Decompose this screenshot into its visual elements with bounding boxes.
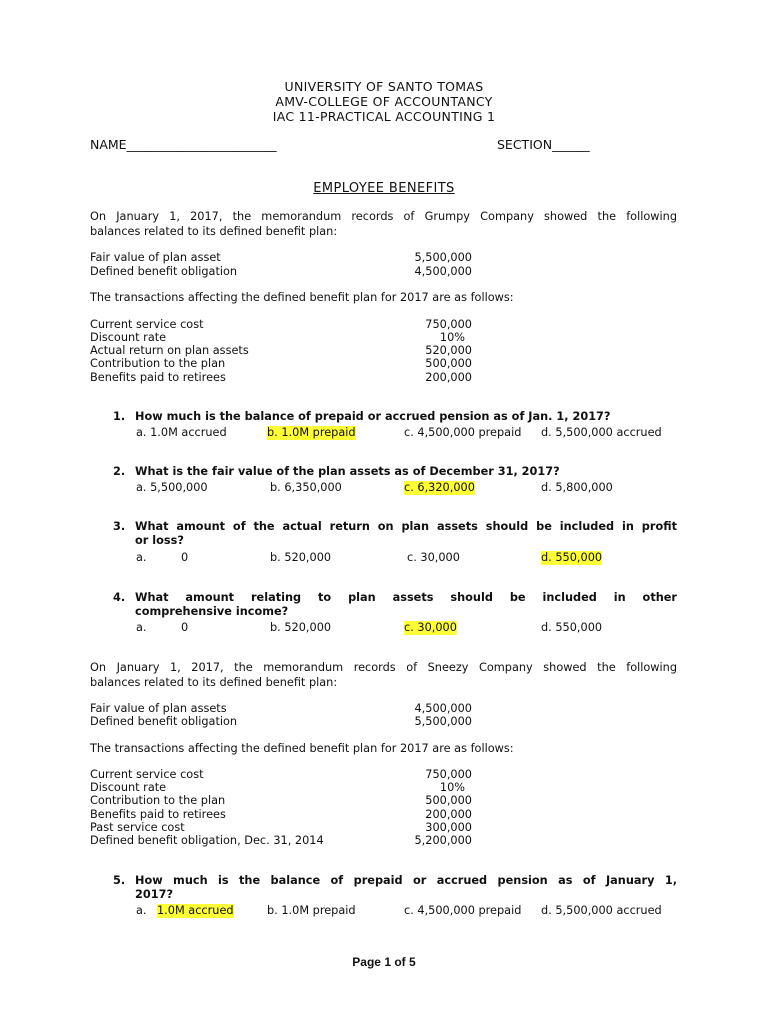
transaction-value: 500,000: [425, 357, 472, 370]
q5-option-a: 1.0M accrued: [157, 904, 234, 917]
transaction-value: 10%: [439, 331, 465, 344]
question-text-cont: 2017?: [135, 888, 173, 901]
balance-value: 4,500,000: [414, 702, 472, 715]
q1-option-d: d. 5,500,000 accrued: [541, 426, 662, 439]
case2-transaction-row: [90, 794, 490, 807]
case2-transaction-row: [90, 821, 490, 834]
university-name: UNIVERSITY OF SANTO TOMAS: [284, 79, 484, 94]
transaction-label: Contribution to the plan: [90, 794, 226, 807]
page-total: 5: [409, 955, 416, 969]
transaction-label: Defined benefit obligation, Dec. 31, 2014: [90, 834, 324, 847]
question-number: 2.: [113, 465, 126, 478]
case1-transaction-row: [90, 344, 490, 357]
transaction-label: Current service cost: [90, 768, 204, 781]
q3-option-a: a.: [136, 551, 147, 564]
q2-option-b: b. 6,350,000: [270, 481, 342, 494]
q4-option-d: d. 550,000: [541, 621, 603, 634]
q4-option-b: b. 520,000: [270, 621, 332, 634]
q2-option-a: a. 5,500,000: [136, 481, 208, 494]
q4-option-c: c. 30,000: [404, 621, 457, 634]
question-number: 5.: [113, 874, 126, 887]
question-text: How much is the balance of prepaid or accrued pension as of Jan. 1, 2017?: [135, 410, 611, 423]
q3-option-d: d. 550,000: [541, 551, 603, 564]
transaction-label: Past service cost: [90, 821, 185, 834]
case1-transaction-row: [90, 371, 490, 384]
case2-intro: [90, 660, 677, 690]
q3-option-a-value: 0: [181, 551, 189, 564]
transaction-value: 500,000: [425, 794, 472, 807]
question-text-cont: comprehensive income?: [135, 605, 289, 618]
question-text: What is the fair value of the plan assets as of December 31, 2017?: [135, 465, 560, 478]
case2-transaction-row: [90, 768, 490, 781]
q5-option-c: c. 4,500,000 prepaid: [404, 904, 522, 917]
section-field: SECTION______: [497, 137, 590, 152]
transaction-value: 300,000: [425, 821, 472, 834]
case1-intro: [90, 209, 677, 239]
transaction-label: Actual return on plan assets: [90, 344, 249, 357]
case1-transaction-row: [90, 331, 490, 344]
transaction-value: 200,000: [425, 808, 472, 821]
q2-option-d: d. 5,800,000: [541, 481, 613, 494]
question-text-block: [135, 520, 677, 548]
case1-balance-row: [90, 251, 490, 264]
case2-transactions-intro: The transactions affecting the defined benefit plan for 2017 are as follows:: [90, 742, 514, 755]
balance-value: 5,500,000: [414, 715, 472, 728]
q5-option-a-prefix: a.: [136, 904, 147, 917]
case2-intro-line2: balances related to its defined benefit plan:: [90, 676, 338, 689]
transaction-value: 5,200,000: [414, 834, 472, 847]
q5-option-d: d. 5,500,000 accrued: [541, 904, 662, 917]
transaction-label: Benefits paid to retirees: [90, 808, 226, 821]
name-field: NAME________________________: [90, 137, 277, 152]
transaction-label: Contribution to the plan: [90, 357, 226, 370]
q1-option-b: b. 1.0M prepaid: [267, 426, 356, 439]
q4-option-a-value: 0: [181, 621, 189, 634]
case1-transactions-intro: The transactions affecting the defined benefit plan for 2017 are as follows:: [90, 291, 514, 304]
question-text-block: [135, 591, 677, 619]
balance-label: Defined benefit obligation: [90, 715, 238, 728]
case1-transaction-row: [90, 357, 490, 370]
case2-intro-line1: On January 1, 2017, the memorandum records of Sneezy Company showed the following: [90, 661, 677, 674]
balance-value: 5,500,000: [414, 251, 472, 264]
q2-option-c: c. 6,320,000: [404, 481, 475, 494]
case2-transaction-row: [90, 808, 490, 821]
transaction-value: 750,000: [425, 768, 472, 781]
transaction-label: Discount rate: [90, 331, 167, 344]
question-text-block: [135, 874, 677, 902]
balance-value: 4,500,000: [414, 265, 472, 278]
question-number: 3.: [113, 520, 126, 533]
q3-option-b: b. 520,000: [270, 551, 332, 564]
transaction-value: 10%: [439, 781, 465, 794]
case2-transaction-row: [90, 781, 490, 794]
transaction-label: Benefits paid to retirees: [90, 371, 226, 384]
question-text: What amount of the actual return on plan assets should be included in profit: [135, 520, 677, 533]
page-of: of: [391, 955, 409, 969]
page-prefix: Page: [352, 955, 385, 969]
college-name: AMV-COLLEGE OF ACCOUNTANCY: [275, 94, 493, 109]
page-number: 1: [384, 955, 391, 969]
case2-transaction-row: [90, 834, 490, 847]
transaction-label: Discount rate: [90, 781, 167, 794]
question-text: How much is the balance of prepaid or accrued pension as of January 1,: [135, 874, 677, 887]
balance-label: Fair value of plan assets: [90, 702, 227, 715]
case1-intro-line2: balances related to its defined benefit plan:: [90, 225, 338, 238]
course-title: IAC 11-PRACTICAL ACCOUNTING 1: [272, 109, 496, 124]
q1-option-c: c. 4,500,000 prepaid: [404, 426, 522, 439]
question-number: 1.: [113, 410, 126, 423]
balance-label: Defined benefit obligation: [90, 265, 238, 278]
case2-balance-row: [90, 715, 490, 728]
transaction-label: Current service cost: [90, 318, 204, 331]
q1-option-a: a. 1.0M accrued: [136, 426, 227, 439]
case1-balance-row: [90, 265, 490, 278]
transaction-value: 750,000: [425, 318, 472, 331]
q3-option-c: c. 30,000: [407, 551, 460, 564]
case2-balance-row: [90, 702, 490, 715]
q5-option-b: b. 1.0M prepaid: [267, 904, 356, 917]
transaction-value: 200,000: [425, 371, 472, 384]
question-text: What amount relating to plan assets should be included in other: [135, 591, 677, 604]
case1-transaction-row: [90, 318, 490, 331]
case1-intro-line1: On January 1, 2017, the memorandum records of Grumpy Company showed the following: [90, 210, 677, 223]
transaction-value: 520,000: [425, 344, 472, 357]
question-number: 4.: [113, 591, 126, 604]
page-footer: [0, 955, 768, 969]
balance-label: Fair value of plan asset: [90, 251, 221, 264]
q4-option-a: a.: [136, 621, 147, 634]
question-text-cont: or loss?: [135, 534, 184, 547]
page-title: EMPLOYEE BENEFITS: [313, 181, 455, 196]
